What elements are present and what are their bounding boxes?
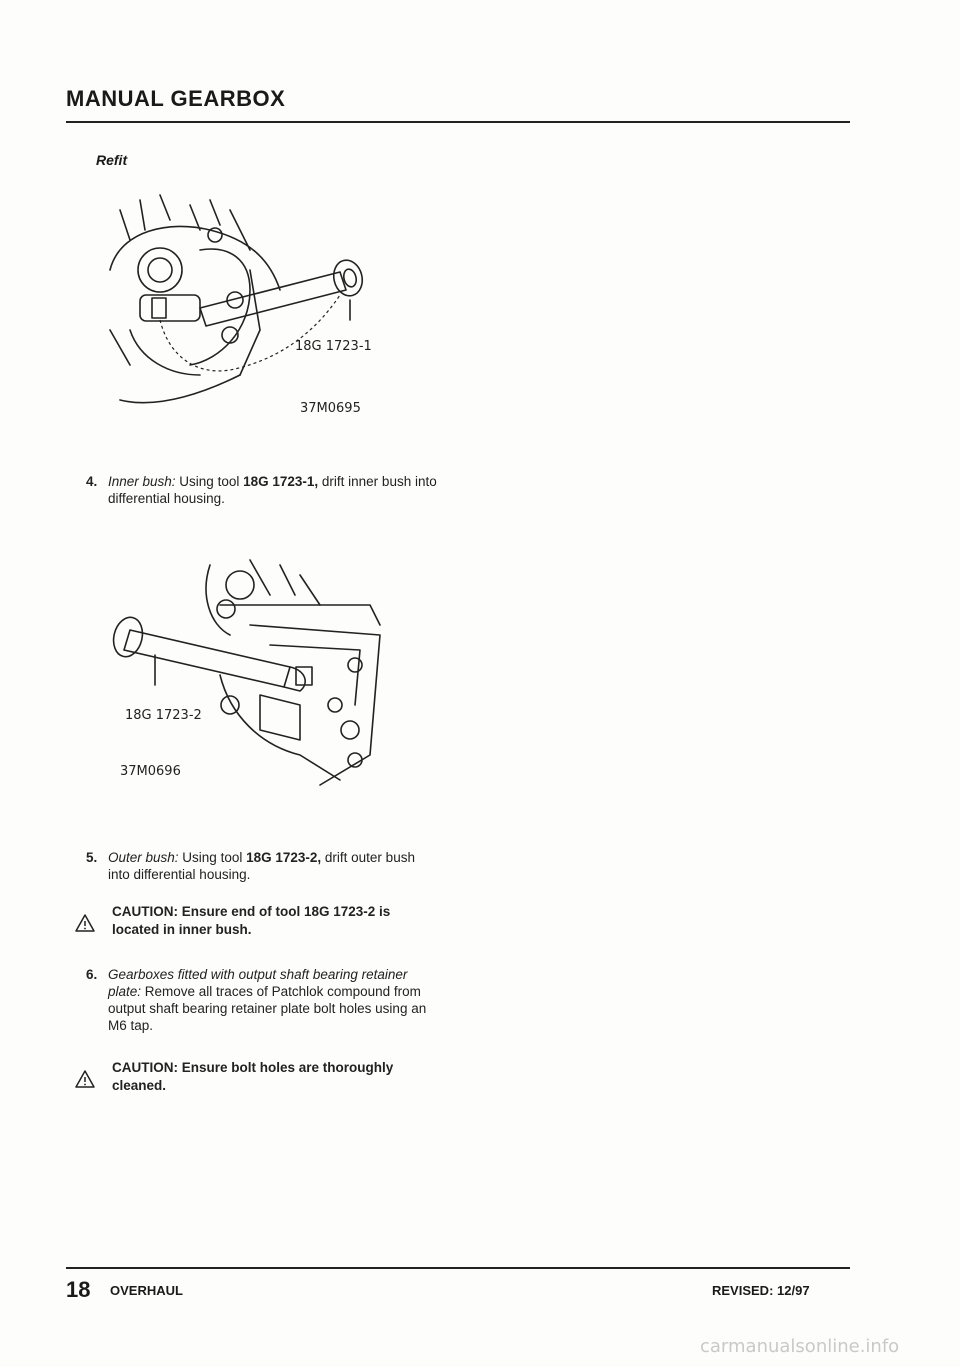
caution-text: CAUTION: Ensure end of tool 18G 1723-2 is located in inner bush. [112, 904, 391, 937]
caution-text: CAUTION: Ensure bolt holes are thoroughly cleaned. [112, 1060, 394, 1093]
warning-triangle-icon [74, 1069, 96, 1089]
figure-tool-label: 18G 1723-2 [125, 708, 202, 723]
step-tool: 18G 1723-2, [246, 850, 322, 865]
footer-page-number: 18 [66, 1277, 91, 1302]
footer-section: OVERHAUL [110, 1283, 183, 1298]
caution-bolt-holes [74, 1059, 434, 1099]
step-text-end: drift inner bush into differential housing. [108, 474, 437, 506]
watermark: carmanualsonline.info [700, 1336, 900, 1357]
step-lead: Outer bush: [108, 850, 179, 865]
section-title: Refit [96, 152, 128, 168]
figure-outer-bush [100, 555, 410, 795]
page-header-title: MANUAL GEARBOX [66, 86, 286, 111]
figure-code: 37M0695 [300, 401, 361, 416]
header-rule [66, 121, 850, 123]
caution-tool-location [74, 903, 434, 943]
step-tool: 18G 1723-1, [243, 474, 319, 489]
footer-rule [66, 1267, 850, 1269]
step-body [108, 966, 438, 1034]
step-5 [86, 849, 446, 889]
step-number: 5. [86, 850, 98, 865]
step-text: Using tool [178, 850, 247, 865]
step-number: 4. [86, 474, 98, 489]
step-number: 6. [86, 967, 98, 982]
step-body [108, 473, 438, 507]
step-text-end: drift outer bush into differential housing. [108, 850, 415, 882]
figure-tool-label: 18G 1723-1 [295, 339, 372, 354]
figure-inner-bush [100, 190, 410, 420]
footer-revised: REVISED: 12/97 [712, 1283, 810, 1298]
step-6 [86, 966, 446, 1038]
figure-code: 37M0696 [120, 764, 181, 779]
warning-triangle-icon [74, 913, 96, 933]
step-text: Remove all traces of Patchlok compound from output shaft bearing retainer plate bolt holes using an M6 tap. [108, 984, 427, 1033]
step-lead: Gearboxes fitted with output shaft bearing retainer plate: [108, 967, 408, 999]
step-body [108, 849, 438, 883]
step-text: Using tool [175, 474, 244, 489]
step-4 [86, 473, 446, 513]
step-lead: Inner bush: [108, 474, 176, 489]
